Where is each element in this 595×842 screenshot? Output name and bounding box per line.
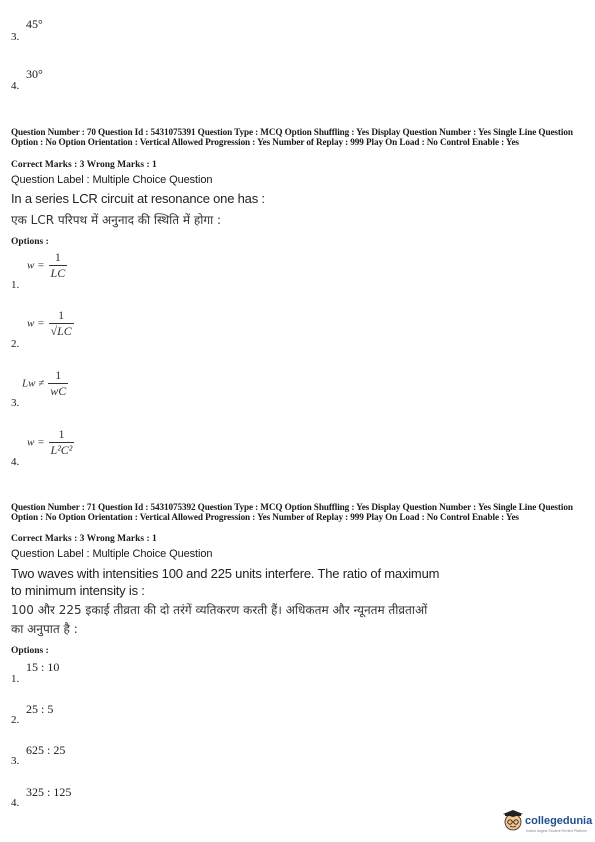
- q71-option-3-number: 3.: [11, 755, 20, 767]
- q70-option-1-lhs: w =: [27, 259, 45, 272]
- q70-option-3-denominator: wC: [50, 384, 67, 398]
- q70-option-2-number: 2.: [11, 338, 20, 350]
- q70-option-1-denominator: LC: [50, 266, 66, 280]
- q70-option-1-numerator: 1: [54, 250, 61, 264]
- question-70-meta: Question Number : 70 Question Id : 5431075391 Question Type : MCQ Option Shuffling : Yes Display Question Number : Yes Single Line Question Option : No Option Orientation : Vertical Allowed Progression : Yes Number of Replay : 999 Play On Load : No Control Enable : Yes: [11, 127, 573, 148]
- question-71-text-english-line-2: to minimum intensity is :: [11, 583, 145, 598]
- q70-option-2-denominator: √LC: [50, 324, 72, 338]
- q71-option-4-value: 325 : 125: [26, 785, 72, 799]
- q70-option-4-lhs: w =: [27, 436, 45, 449]
- q70-option-3-formula: [22, 368, 68, 399]
- q70-option-3-lhs: Lw ≠: [22, 377, 45, 390]
- q71-option-1-number: 1.: [11, 673, 20, 685]
- question-70-text-hindi: एक LCR परिपथ में अनुनाद की स्थिति में होगा :: [11, 213, 222, 227]
- q71-option-2-number: 2.: [11, 714, 20, 726]
- q71-option-1-value: 15 : 10: [26, 660, 60, 674]
- prev-option-3-value: 45°: [26, 17, 43, 31]
- q70-option-4-denominator: L²C²: [50, 443, 73, 457]
- question-71-meta: Question Number : 71 Question Id : 5431075392 Question Type : MCQ Option Shuffling : Yes Display Question Number : Yes Single Line Question Option : No Option Orientation : Vertical Allowed Progression : Yes Number of Replay : 999 Play On Load : No Control Enable : Yes: [11, 502, 573, 523]
- q70-option-1-formula: [27, 250, 67, 281]
- q70-option-3-numerator: 1: [55, 368, 62, 382]
- question-71-options-label: Options :: [11, 646, 49, 656]
- question-70-options-label: Options :: [11, 237, 49, 247]
- question-70-label: Question Label : Multiple Choice Question: [11, 174, 213, 186]
- q71-option-4-number: 4.: [11, 797, 20, 809]
- question-71-label: Question Label : Multiple Choice Question: [11, 548, 213, 560]
- q70-option-2-numerator: 1: [58, 308, 65, 322]
- prev-option-4-value: 30°: [26, 67, 43, 81]
- q70-option-4-number: 4.: [11, 456, 20, 468]
- q70-option-2-lhs: w =: [27, 317, 45, 330]
- q71-option-3-value: 625 : 25: [26, 743, 66, 757]
- q70-option-3-number: 3.: [11, 397, 20, 409]
- prev-option-4-number: 4.: [11, 80, 20, 92]
- q70-option-4-formula: [27, 427, 74, 458]
- prev-option-3-number: 3.: [11, 31, 20, 43]
- logo-tagline: India's largest Student Review Platform: [526, 829, 587, 833]
- question-70-text-english: In a series LCR circuit at resonance one has :: [11, 191, 265, 206]
- question-71-text-hindi-line-1: 100 और 225 इकाई तीव्रता की दो तरंगें व्यतिकरण करती हैं। अधिकतम और न्यूनतम तीव्रताओं: [11, 603, 428, 617]
- q70-option-2-formula: [27, 308, 74, 339]
- question-71-marks: Correct Marks : 3 Wrong Marks : 1: [11, 534, 157, 544]
- collegedunia-logo: [502, 808, 592, 836]
- q70-option-4-numerator: 1: [58, 427, 65, 441]
- question-71-text-english-line-1: Two waves with intensities 100 and 225 units interfere. The ratio of maximum: [11, 566, 440, 581]
- q71-option-2-value: 25 : 5: [26, 702, 54, 716]
- q70-option-1-number: 1.: [11, 279, 20, 291]
- question-71-text-hindi-line-2: का अनुपात है :: [11, 622, 78, 636]
- question-70-marks: Correct Marks : 3 Wrong Marks : 1: [11, 160, 157, 170]
- logo-name: collegedunia: [525, 815, 593, 827]
- mascot-icon: [502, 810, 524, 832]
